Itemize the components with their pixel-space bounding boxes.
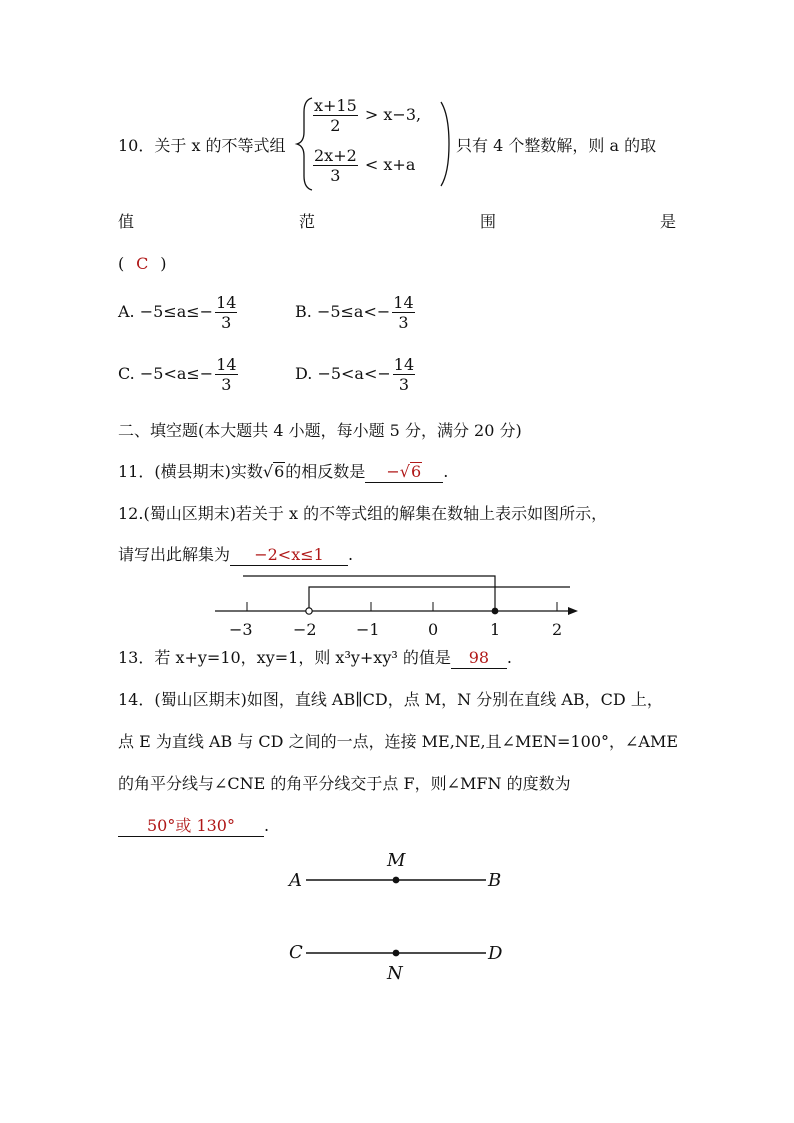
- q11-end: .: [443, 462, 449, 481]
- option-den: 3: [398, 375, 410, 394]
- q10-range-word-2: 范: [299, 212, 316, 231]
- q14-answer-line: [118, 816, 269, 837]
- option-text: −5≤a<−: [316, 302, 391, 321]
- q10-answer-line: [118, 254, 167, 274]
- open-point-icon: [306, 608, 312, 614]
- q14-line3: 的角平分线与∠CNE 的角平分线交于点 F，则∠MFN 的度数为: [118, 774, 571, 793]
- q10-paren-close: ): [160, 254, 167, 273]
- axis-ticks: [247, 602, 557, 611]
- q11: [118, 462, 448, 483]
- q12-prefix: 请写出此解集为: [118, 545, 231, 564]
- q12-line2: [118, 545, 353, 566]
- q10-range-word-3: 围: [480, 212, 497, 231]
- point-n-icon: [393, 950, 400, 957]
- label-b: B: [488, 870, 502, 891]
- label-m: M: [387, 850, 406, 871]
- option-num: 14: [216, 293, 237, 312]
- sqrt-icon: √: [399, 462, 410, 481]
- option-letter: B.: [295, 302, 312, 321]
- option-den: 3: [221, 375, 232, 394]
- q14-answer: 50°或 130°: [118, 816, 264, 837]
- q11-middle: 的相反数是: [285, 462, 366, 481]
- q10-option-b: [295, 293, 417, 332]
- label-n: N: [387, 963, 403, 984]
- q14-end: .: [264, 816, 270, 835]
- q10-option-a: [118, 293, 239, 332]
- q10-sys2-rest: < x+a: [364, 155, 416, 174]
- tick-label: −3: [229, 620, 253, 639]
- q11-answer-sign: −: [386, 462, 400, 481]
- q11-answer-radicand: 6: [410, 462, 422, 481]
- sqrt-icon: √: [262, 462, 274, 481]
- option-letter: A.: [118, 302, 135, 321]
- label-c: C: [289, 942, 303, 963]
- q13-answer: 98: [451, 648, 507, 669]
- option-letter: C.: [118, 364, 135, 383]
- q13-end: .: [506, 648, 512, 667]
- q12-answer: −2<x≤1: [230, 545, 348, 566]
- q10-range-word-4: 是: [660, 212, 677, 231]
- q10-suffix: 只有 4 个整数解，则 a 的取: [456, 136, 657, 155]
- point-m-icon: [393, 877, 400, 884]
- option-letter: D.: [295, 364, 313, 383]
- tick-label: 1: [490, 620, 501, 639]
- q11-answer-blank: [365, 462, 443, 483]
- q14-line1: 14．(蜀山区期末)如图，直线 AB∥CD，点 M，N 分别在直线 AB，CD 上，: [118, 690, 663, 709]
- tick-label: −2: [293, 620, 317, 639]
- tick-label: 0: [428, 620, 439, 639]
- q10-sys2-den: 3: [330, 166, 341, 185]
- axis-arrow-icon: [568, 607, 578, 615]
- q13: [118, 648, 512, 669]
- option-text: −5≤a≤−: [139, 302, 214, 321]
- bracket-left-ray: [243, 576, 495, 611]
- tick-label: −1: [356, 620, 380, 639]
- q10-option-d: [295, 355, 417, 394]
- q10-sys1-den: 2: [330, 116, 341, 135]
- option-text: −5<a<−: [317, 364, 391, 383]
- option-text: −5<a≤−: [139, 364, 214, 383]
- q10-paren-open: (: [118, 254, 125, 273]
- q10-sys1-rest: > x−3,: [364, 105, 422, 124]
- q11-radicand: 6: [274, 462, 285, 481]
- q13-text: 13．若 x+y=10，xy=1，则 x³y+xy³ 的值是: [118, 648, 451, 667]
- q11-prefix: 11．(横县期末)实数: [118, 462, 263, 481]
- q10-sys2: [311, 146, 415, 185]
- q10-sys1: [311, 96, 421, 135]
- section-heading: 二、填空题(本大题共 4 小题，每小题 5 分，满分 20 分): [118, 421, 522, 440]
- q10-option-c: [118, 355, 240, 394]
- option-den: 3: [221, 313, 232, 332]
- closed-point-icon: [492, 608, 499, 615]
- option-den: 3: [398, 313, 409, 332]
- label-a: A: [289, 870, 302, 891]
- option-num: 14: [216, 355, 237, 374]
- q14-line2: 点 E 为直线 AB 与 CD 之间的一点，连接 ME,NE,且∠MEN=100°，∠AME: [118, 732, 679, 751]
- q10-prefix: 10．关于 x 的不等式组: [118, 136, 286, 155]
- bracket-right-ray: [309, 587, 570, 611]
- label-d: D: [488, 943, 503, 964]
- q10-answer: C: [136, 254, 149, 273]
- q10-sys2-num: 2x+2: [314, 146, 357, 165]
- option-num: 14: [393, 293, 414, 312]
- tick-label: 2: [552, 620, 563, 639]
- q10-sys1-num: x+15: [314, 96, 357, 115]
- q10-range-word-1: 值: [118, 212, 135, 231]
- q12-end: .: [348, 545, 354, 564]
- option-num: 14: [393, 355, 415, 374]
- q12-line1: 12.(蜀山区期末)若关于 x 的不等式组的解集在数轴上表示如图所示，: [118, 504, 608, 523]
